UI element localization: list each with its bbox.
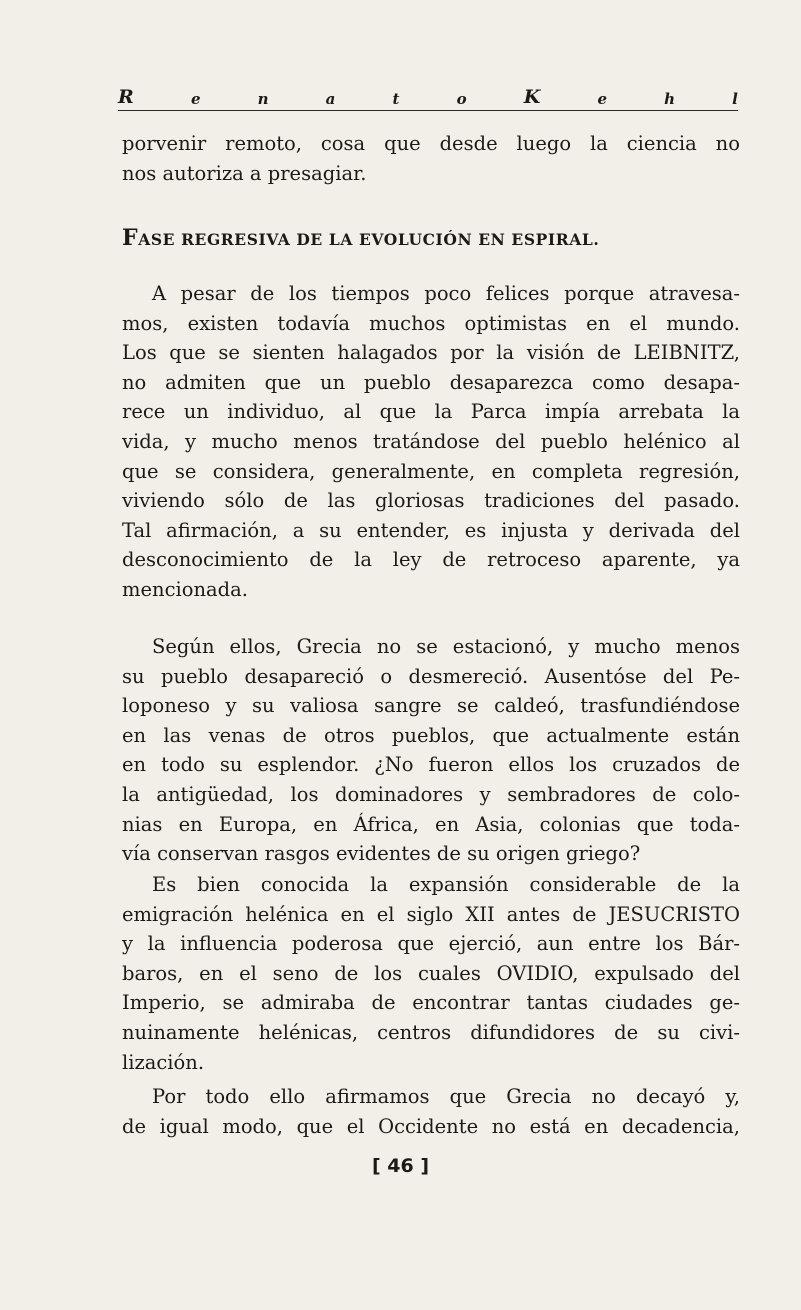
running-head-letter: e <box>190 90 201 108</box>
text-line: de igual modo, que el Occidente no está en decadencia, <box>122 1114 740 1138</box>
text-line: y la influencia poderosa que ejerció, aun entre los Bár- <box>122 932 740 956</box>
running-head-letter: n <box>257 90 269 108</box>
text-line: mencionada. <box>122 577 248 601</box>
paragraph-5 <box>122 1082 740 1141</box>
text-line: emigración helénica en el siglo XII antes de JESUCRISTO <box>122 902 740 926</box>
paragraph-1 <box>122 129 740 188</box>
text-line: en las venas de otros pueblos, que actualmente están <box>122 723 740 747</box>
running-head-letter: t <box>392 90 400 108</box>
text-line: baros, en el seno de los cuales OVIDIO, expulsado del <box>122 961 740 985</box>
text-line: porvenir remoto, cosa que desde luego la ciencia no <box>122 132 740 155</box>
text-line: lización. <box>122 1050 205 1074</box>
text-line: desconocimiento de la ley de retroceso aparente, ya <box>122 548 740 572</box>
text-line: su pueblo desapareció o desmereció. Ausentóse del Pe- <box>122 664 740 688</box>
text-line: A pesar de los tiempos poco felices porque atravesa- <box>152 282 740 305</box>
text-line: Imperio, se admiraba de encontrar tantas ciudades ge- <box>122 991 740 1015</box>
text-line: rece un individuo, al que la Parca impía arrebata la <box>122 400 740 424</box>
running-head-letter: K <box>523 86 541 108</box>
text-line: nias en Europa, en África, en Asia, colonias que toda- <box>122 812 740 836</box>
running-head-letter: o <box>456 90 467 108</box>
paragraph-3 <box>122 632 740 869</box>
header-rule <box>118 110 738 111</box>
heading-initial: F <box>122 225 139 251</box>
text-line: vía conservan rasgos evidentes de su origen griego? <box>122 842 641 866</box>
running-head-letter: h <box>664 90 676 108</box>
text-line: Es bien conocida la expansión considerable de la <box>152 873 740 896</box>
text-line: Tal afirmación, a su entender, es injusta y derivada del <box>122 518 740 542</box>
running-head-letter: e <box>597 90 607 108</box>
running-head-letter: l <box>732 90 738 108</box>
text-line: Los que se sienten halagados por la visión de LEIBNITZ, <box>122 341 740 365</box>
section-heading <box>122 225 742 251</box>
text-line: la antigüedad, los dominadores y sembradores de colo- <box>122 782 740 806</box>
text-line: Según ellos, Grecia no se estacionó, y mucho menos <box>152 635 740 658</box>
text-line: mos, existen todavía muchos optimistas en el mundo. <box>122 311 740 335</box>
text-line: loponeso y su valiosa sangre se caldeó, trasfundiéndose <box>122 694 740 718</box>
running-head <box>118 78 738 108</box>
text-line: Por todo ello afirmamos que Grecia no decayó y, <box>152 1085 740 1108</box>
text-line: que se considera, generalmente, en completa regresión, <box>122 459 740 483</box>
running-head-letter: R <box>118 86 134 108</box>
text-line: en todo su esplendor. ¿No fueron ellos los cruzados de <box>122 753 740 777</box>
running-head-letter: a <box>325 90 336 108</box>
page-number: [ 46 ] <box>371 1155 430 1177</box>
heading-text: ASE REGRESIVA DE LA EVOLUCIÓN EN ESPIRAL. <box>138 230 600 249</box>
text-line: nuinamente helénicas, centros difundidores de su civi- <box>122 1020 740 1044</box>
paragraph-2 <box>122 279 740 605</box>
text-line: no admiten que un pueblo desaparezca como desapa- <box>122 370 740 394</box>
text-line: vida, y mucho menos tratándose del pueblo helénico al <box>122 429 740 453</box>
text-line: viviendo sólo de las gloriosas tradiciones del pasado. <box>122 489 740 513</box>
paragraph-4 <box>122 870 740 1077</box>
text-line: nos autoriza a presagiar. <box>122 161 367 185</box>
